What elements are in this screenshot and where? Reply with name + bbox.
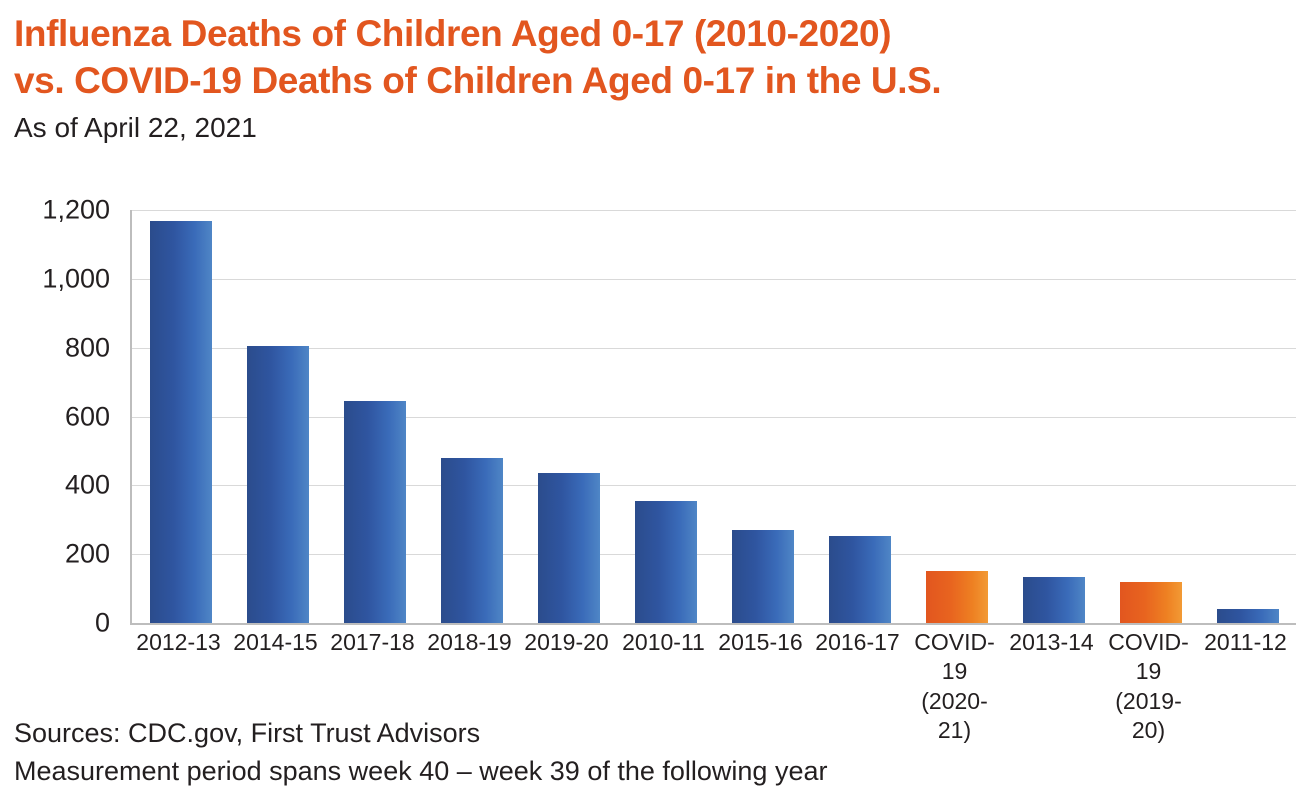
bar[interactable] — [1120, 582, 1182, 623]
bar[interactable] — [635, 501, 697, 623]
x-axis-tick-label: 2014-15 — [233, 629, 318, 655]
x-axis-tick-label: 2016-17 — [815, 629, 900, 655]
bar-slot — [1199, 210, 1296, 623]
x-axis-tick-label: 2010-11 — [622, 629, 705, 655]
x-axis-tick-label: 2012-13 — [136, 629, 221, 655]
bar-slot — [423, 210, 520, 623]
bar[interactable] — [441, 458, 503, 623]
x-axis-tick-label: 2013-14 — [1009, 629, 1094, 655]
measurement-note: Measurement period spans week 40 – week 39 of the following year — [14, 756, 828, 787]
bar[interactable] — [150, 221, 212, 623]
bar-slot — [811, 210, 908, 623]
bar-slot — [132, 210, 229, 623]
page-title-line-2: vs. COVID-19 Deaths of Children Aged 0-17 in the U.S. — [14, 60, 942, 102]
x-axis-tick-label: 2018-19 — [427, 629, 512, 655]
bar-slot — [617, 210, 714, 623]
sources-note: Sources: CDC.gov, First Trust Advisors — [14, 718, 481, 748]
x-axis-tick-label: COVID-19 (2020-21) — [914, 629, 995, 744]
bar[interactable] — [1217, 609, 1279, 623]
bar-slot — [326, 210, 423, 623]
bar[interactable] — [247, 346, 309, 623]
bar[interactable] — [1023, 577, 1085, 623]
bar-slot — [1005, 210, 1102, 623]
bar-slot — [908, 210, 1005, 623]
x-axis-tick-label: 2015-16 — [718, 629, 803, 655]
y-axis — [14, 194, 122, 638]
plot-area — [130, 210, 1296, 625]
y-axis-tick: 1,000 — [42, 263, 110, 294]
bar[interactable] — [732, 530, 794, 623]
bar-slot — [1102, 210, 1199, 623]
bar-slot — [229, 210, 326, 623]
y-axis-tick: 1,200 — [42, 194, 110, 225]
x-axis-tick-label: 2017-18 — [330, 629, 415, 655]
x-axis-tick-label: 2019-20 — [524, 629, 609, 655]
y-axis-tick: 200 — [64, 538, 110, 569]
bar-series — [132, 210, 1296, 623]
title-block — [14, 10, 1294, 146]
bar-slot — [520, 210, 617, 623]
y-axis-tick: 400 — [64, 469, 110, 500]
y-axis-tick: 600 — [64, 401, 110, 431]
x-axis-tick-label: COVID-19 (2019-20) — [1108, 629, 1189, 744]
bar[interactable] — [538, 473, 600, 623]
page-subtitle: As of April 22, 2021 — [14, 111, 257, 143]
footnotes — [14, 714, 1294, 791]
bar[interactable] — [344, 401, 406, 623]
y-axis-tick: 0 — [94, 607, 110, 638]
page-title-line-1: Influenza Deaths of Children Aged 0-17 (2010-2020) — [14, 13, 892, 54]
bar[interactable] — [926, 571, 988, 623]
bar[interactable] — [829, 536, 891, 623]
x-axis-tick-label: 2011-12 — [1204, 629, 1287, 655]
y-axis-tick: 800 — [64, 332, 110, 363]
bar-slot — [714, 210, 811, 623]
